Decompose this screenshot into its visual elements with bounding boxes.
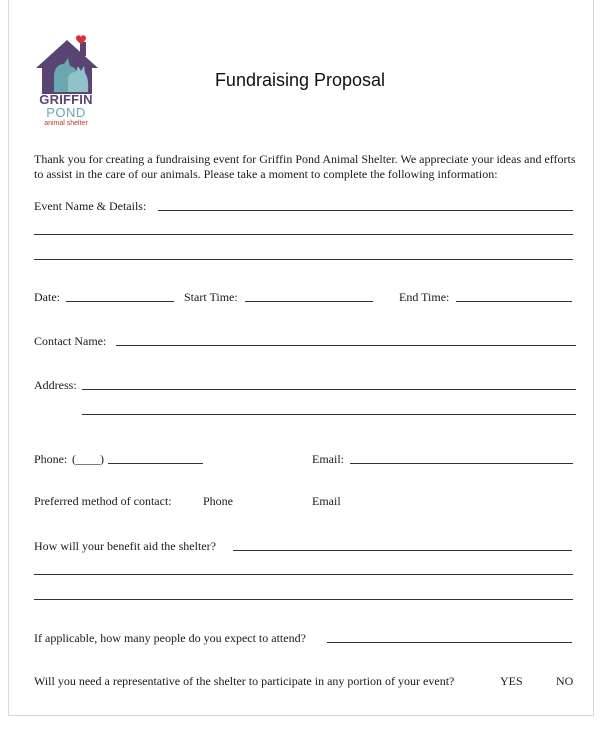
- attendance-field[interactable]: [327, 642, 572, 643]
- preferred-phone-option[interactable]: Phone: [203, 494, 233, 508]
- start-time-field[interactable]: [245, 301, 373, 302]
- address-label: Address:: [34, 378, 77, 392]
- phone-field[interactable]: [108, 463, 203, 464]
- address-field-line-2[interactable]: [82, 414, 576, 415]
- event-details-line-2[interactable]: [34, 259, 573, 260]
- benefit-line-2[interactable]: [34, 599, 573, 600]
- benefit-field[interactable]: [233, 550, 572, 551]
- event-name-field[interactable]: [158, 210, 573, 211]
- phone-area-code[interactable]: (____): [72, 452, 104, 466]
- representative-no-option[interactable]: NO: [556, 674, 574, 688]
- page-title: Fundraising Proposal: [214, 70, 386, 90]
- end-time-label: End Time:: [399, 290, 450, 304]
- email-field[interactable]: [350, 463, 573, 464]
- benefit-line-1[interactable]: [34, 574, 573, 575]
- contact-name-field[interactable]: [116, 345, 576, 346]
- end-time-field[interactable]: [456, 301, 572, 302]
- event-details-line-1[interactable]: [34, 234, 573, 235]
- logo-pond-text: POND: [46, 105, 86, 120]
- preferred-contact-label: Preferred method of contact:: [34, 494, 172, 508]
- attendance-label: If applicable, how many people do you expect to attend?: [34, 631, 306, 645]
- intro-paragraph: Thank you for creating a fundraising event for Griffin Pond Animal Shelter. We appreciate your ideas and efforts to assist in the care of our animals. Please take a moment to complete the following information:: [34, 152, 576, 181]
- date-field[interactable]: [66, 301, 174, 302]
- preferred-email-option[interactable]: Email: [312, 494, 341, 508]
- address-field-line-1[interactable]: [82, 389, 576, 390]
- date-label: Date:: [34, 290, 60, 304]
- contact-name-label: Contact Name:: [34, 334, 107, 348]
- representative-yes-option[interactable]: YES: [500, 674, 523, 688]
- phone-label: Phone:: [34, 452, 68, 466]
- start-time-label: Start Time:: [184, 290, 238, 304]
- email-label: Email:: [312, 452, 344, 466]
- logo-griffin-text: GRIFFIN: [39, 92, 93, 107]
- event-name-row: [34, 199, 146, 213]
- representative-label: Will you need a representative of the shelter to participate in any portion of your event?: [34, 674, 455, 688]
- logo-animal-shelter-text: animal shelter: [44, 120, 88, 127]
- event-name-label: Event Name & Details:: [34, 199, 147, 213]
- benefit-label: How will your benefit aid the shelter?: [34, 539, 216, 553]
